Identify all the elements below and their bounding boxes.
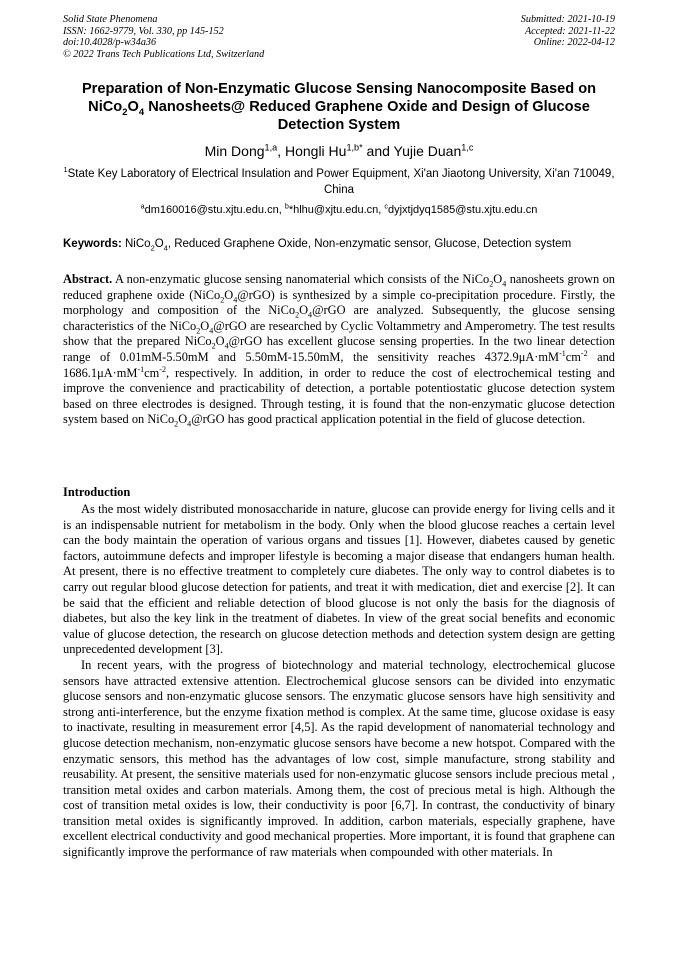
publication-dates (521, 14, 615, 49)
author-name: Yujie Duan (393, 143, 462, 159)
abstract: Abstract. A non-enzymatic glucose sensing nanomaterial which consists of the $NiCo_2O_4$ nanosheets grown on reduced graphene oxide $(NiCo_2O_4@rGO)$ is synthesized by a simple co-precipitation procedure. Firstly, the morphology and composition of the $NiCo_2O_4@rGO$ are analyzed. Subsequently, the glucose sensing characteristics of the $NiCo_2O_4@rGO$ are researched by Cyclic Voltammetry and Amperometry. The test results show that the prepared $NiCo_2O_4@rGO$ has excellent glucose sensing properties. In the two linear detection range of 0.01mM-5.50mM and 5.50mM-15.50mM, the sensitivity reaches $4372.9\mu A\cdot mM^{-1}cm^{-2}$ and $1686.1\mu A\cdot mM^{-1}cm^{-2}$, respectively. In addition, in order to reduce the cost of electrochemical testing and improve the convenience and practicability of detection, a portable potentiostatic glucose detection system based on three electrodes is designed. Through testing, it is found that the non-enzymatic glucose detection system based on $NiCo_2O_4@rGO$ has good practical application potential in the field of glucose detection. (63, 272, 616, 429)
keywords: Keywords: $NiCo_2O_4$, Reduced Graphene Oxide, Non-enzymatic sensor, Glucose, Detection system (63, 238, 572, 253)
author-name: Hongli Hu (284, 143, 347, 159)
affiliation: $^1$State Key Laboratory of Electrical Insulation and Power Equipment, Xi'an Jiaotong University, Xi'an 710049, China (63, 165, 615, 196)
abstract-label: Abstract. (63, 272, 113, 286)
email-link: dyjxtjdyq1585@stu.xjtu.edu.cn (387, 204, 538, 216)
section-heading-introduction: Introduction (63, 485, 131, 499)
author-emails: $^a$dm160016@stu.xjtu.edu.cn, $^b$*hlhu@xjtu.edu.cn, $^c$dyjxtjdyq1585@stu.xjtu.edu.cn (140, 202, 538, 216)
journal-doi: doi:10.4028/p-w34a36 (63, 37, 157, 49)
paragraph: In recent years, with the progress of biotechnology and material technology, electrochemical glucose sensors have attracted extensive attention. Electrochemical glucose sensors can be divided into enzymatic glucose sensors and non-enzymatic glucose sensors. The enzymatic glucose sensors have high sensitivity and strong anti-interference, but the enzyme fixation method is complex. At the same time, glucose oxidase is easy to inactivate, resulting in measurement error [4,5]. As the rapid development of nanomaterial technology and glucose detection mechanism, non-enzymatic glucose sensors have become a new hotspot. Compared with the enzymatic sensors, this method has the advantages of low cost, simple manufacture, strong stability and reusability. At present, the sensitive materials used for non-enzymatic glucose sensors include precious metal , transition metal oxides and carbon materials. Among them, the cost of precious metal is high. Although the cost of transition metal oxides is low, their conductivity is poor [6,7]. In contrast, the conductivity of binary transition metal oxides is significantly improved. In addition, carbon materials, especially graphene, have excellent electrical conductivity and good mechanical properties. More important, it is found that graphene can significantly improve the performance of raw materials when compounded with other materials. In (63, 657, 615, 860)
journal-copyright: © 2022 Trans Tech Publications Ltd, Switzerland (63, 48, 265, 60)
online-date: Online: 2022-04-12 (533, 37, 615, 49)
journal-info (63, 14, 264, 60)
keywords-label: Keywords: (63, 238, 122, 250)
submitted-date: Submitted: 2021-10-19 (520, 14, 615, 25)
email-link: dm160016@stu.xjtu.edu.cn (144, 204, 279, 216)
paragraph: As the most widely distributed monosaccharide in nature, glucose can provide energy for living cells and it is an indispensable nutrient for metabolism in the body. Only when the blood glucose reaches a certain level can the body maintain the operation of various organs and tissues [1]. However, diabetes caused by genetic factors, autoimmune defects and improper lifestyle is becoming a major disease that endangers human health. At present, there is no effective treatment to completely cure diabetes. The only way to control diabetes is to carry out regular blood glucose detection for patients, and treat it with medication, diet and exercise [2]. It can be said that the efficient and reliable detection of blood glucose is not only the basis for the diagnosis of diabetes, but also the key link in the treatment of diabetes. In view of the great social benefits and economic value of glucose detection, the research on glucose detection methods and detection system design are getting unprecedented development [3]. (63, 502, 615, 657)
author-list: Min Dong$^{1,a}$, Hongli $Hu^{1,b*}$ and Yujie Duan$^{1,c}$ (204, 142, 474, 159)
journal-name: Solid State Phenomena (63, 14, 158, 25)
paper-title: Preparation of Non-Enzymatic Glucose Sensing Nanocomposite Based on $NiCo_2O_4$ Nanosheets@ Reduced Graphene Oxide and Design of Glucose Detection System (81, 81, 597, 133)
journal-issn: ISSN: 1662-9779, Vol. 330, pp 145-152 (63, 25, 224, 37)
email-link: *hlhu@xjtu.edu.cn (288, 204, 379, 216)
accepted-date: Accepted: 2021-11-22 (524, 25, 615, 37)
author-name: Min Dong (204, 143, 265, 159)
introduction-body (63, 502, 615, 861)
